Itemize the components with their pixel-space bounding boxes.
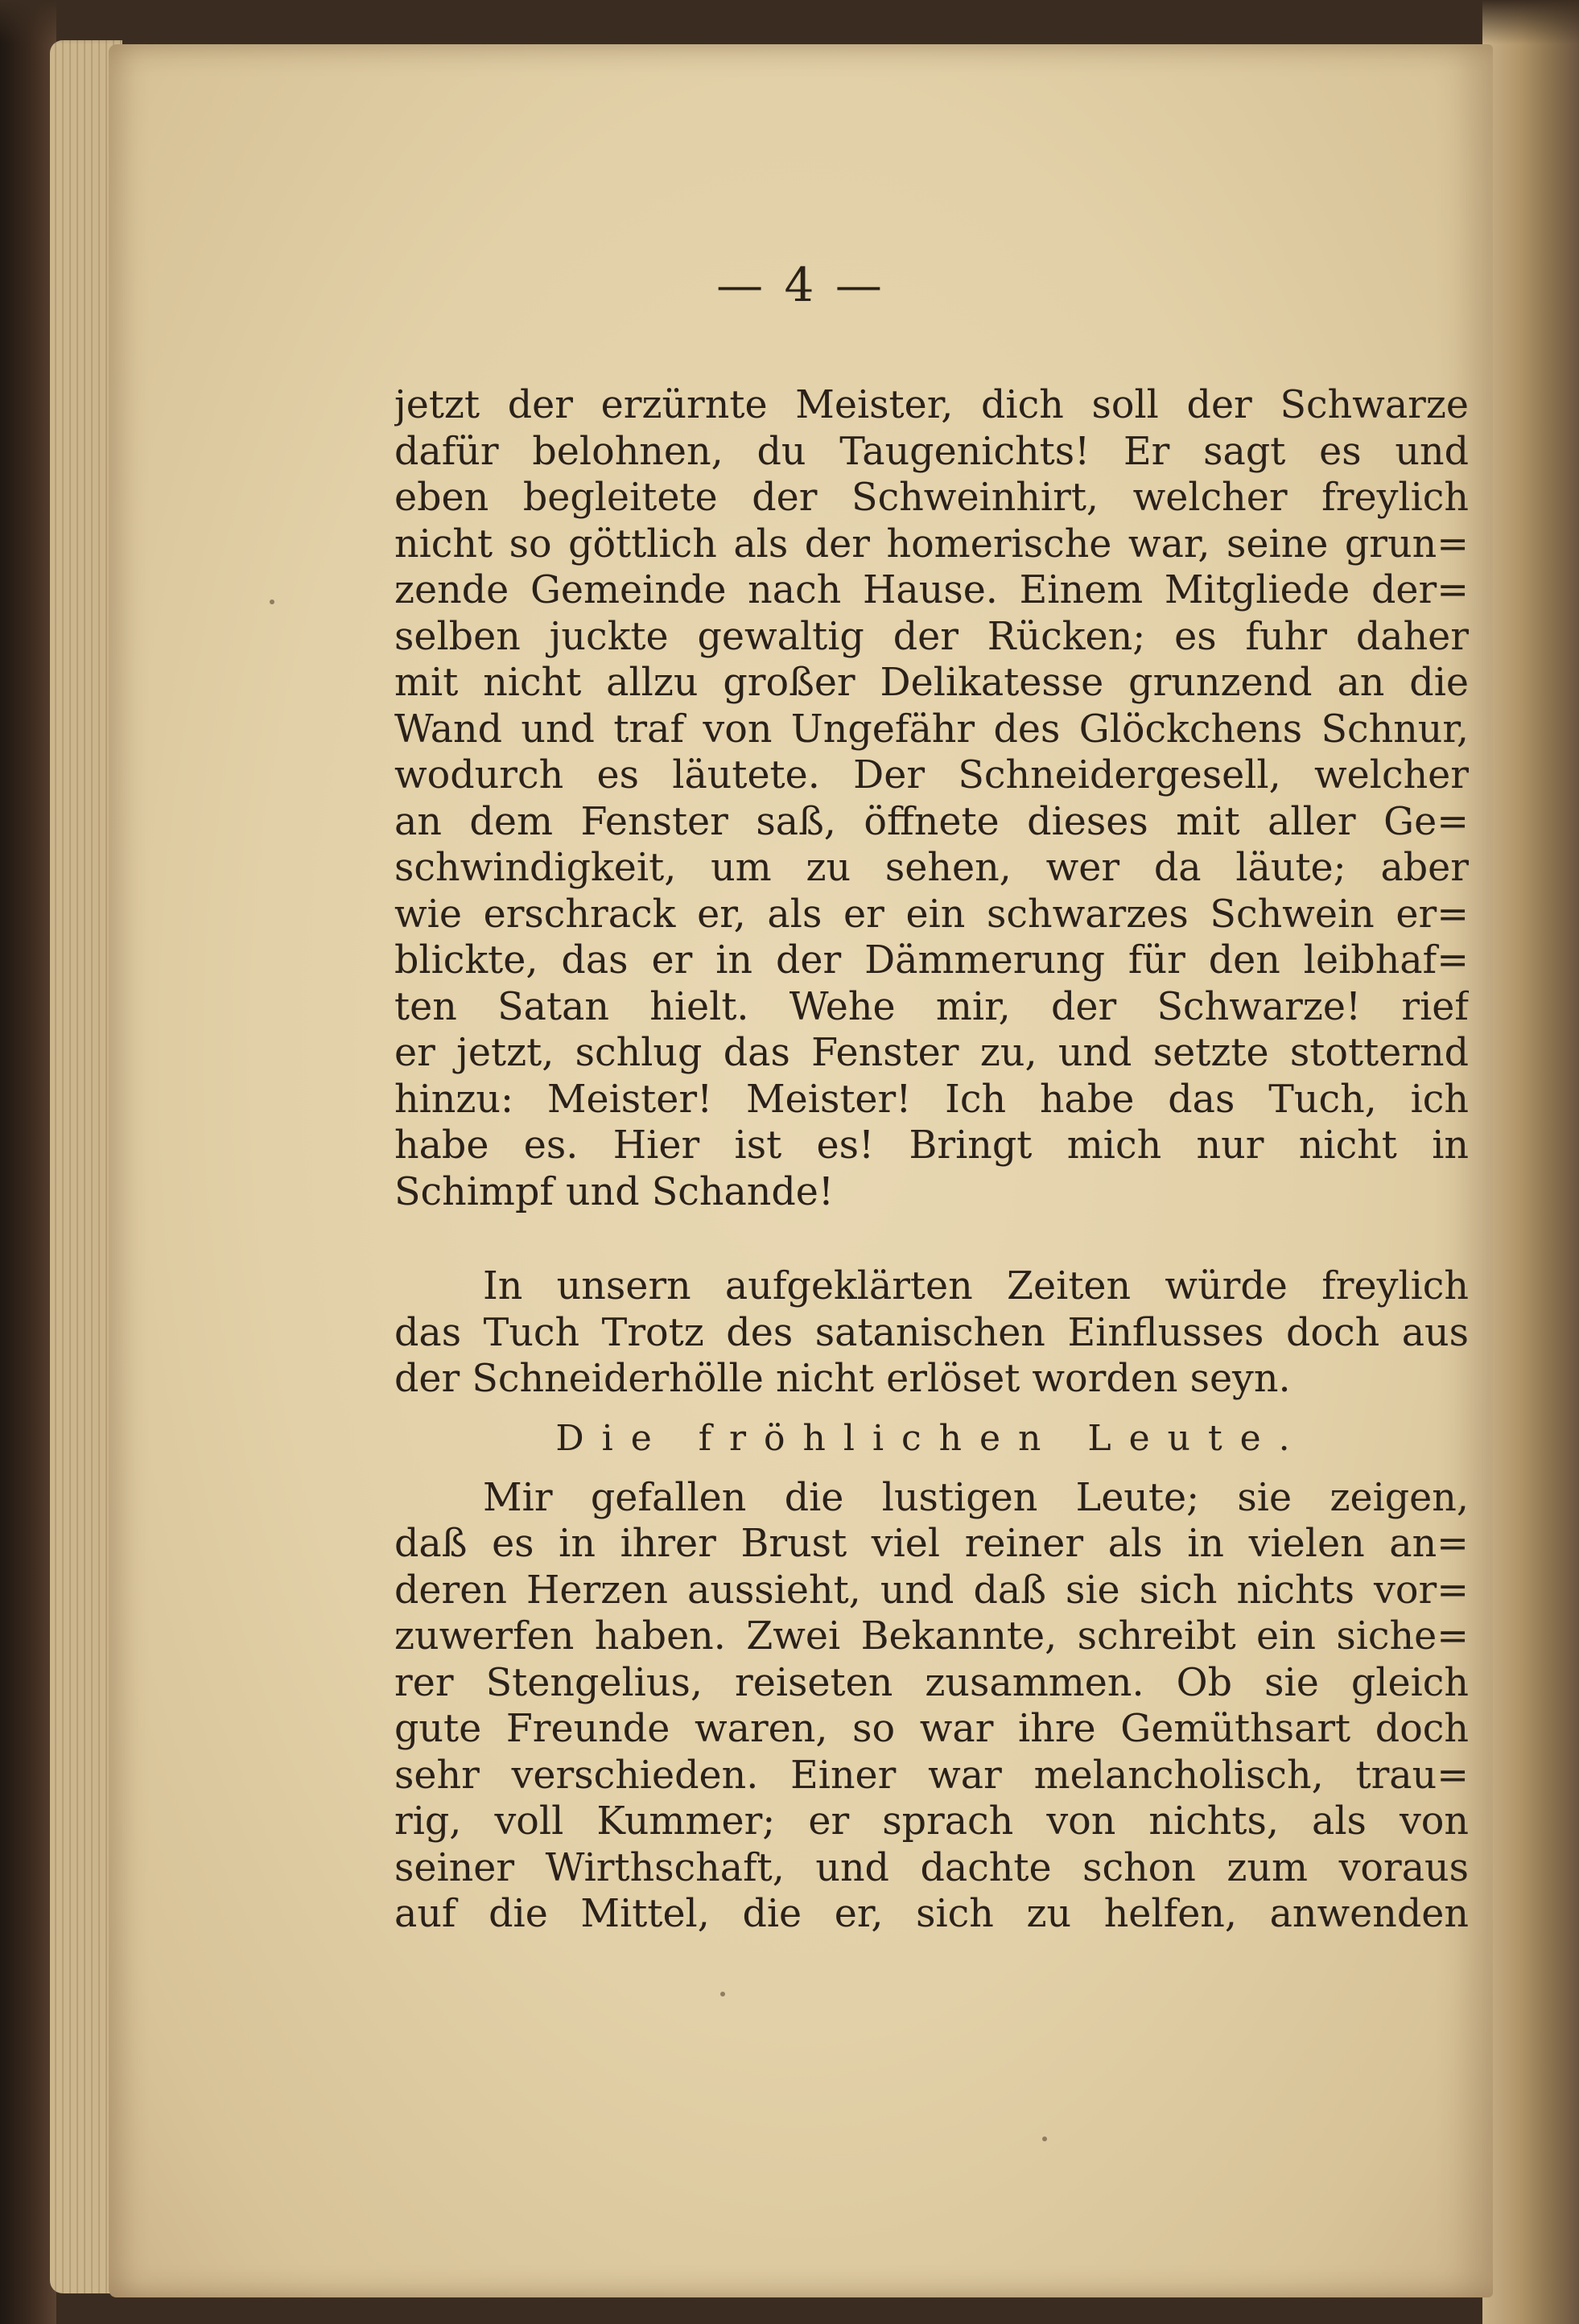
paper-speck — [270, 600, 274, 604]
paper-speck — [720, 1992, 725, 1996]
text-line: gute Freunde waren, so war ihre Gemüthsart doch — [394, 1707, 1469, 1751]
text-line: rig, voll Kummer; er sprach von nichts, als von — [394, 1799, 1469, 1844]
text-line: wodurch es läutete. Der Schneidergesell, welcher — [394, 753, 1469, 797]
text-line: mit nicht allzu großer Delikatesse grunzend an die — [394, 661, 1469, 705]
text-line: daß es in ihrer Brust viel reiner als in vielen an= — [394, 1522, 1469, 1566]
text-line: nicht so göttlich als der homerische war, seine grun= — [394, 521, 1469, 567]
text-line: an dem Fenster saß, öffnete dieses mit aller Ge= — [394, 799, 1469, 844]
text-line: der Schneiderhölle nicht erlöset worden seyn. — [394, 1357, 1291, 1401]
top-shadow — [0, 0, 1579, 44]
text-line: selben juckte gewaltig der Rücken; es fuhr daher — [394, 614, 1469, 659]
page-number: — 4 — — [716, 258, 885, 312]
text-line: hinzu: Meister! Meister! Ich habe das Tuch, ich — [394, 1077, 1469, 1122]
gutter-edge — [1482, 0, 1579, 2324]
text-line: auf die Mittel, die er, sich zu helfen, anwenden — [394, 1892, 1469, 1936]
text-line: Schimpf und Schande! — [394, 1169, 834, 1214]
text-line: wie erschrack er, als er ein schwarzes Schwein er= — [394, 892, 1469, 937]
text-line: das Tuch Trotz des satanischen Einflusses doch aus — [394, 1310, 1469, 1355]
body-text — [394, 382, 1469, 1938]
text-line: sehr verschieden. Einer war melancholisch, trau= — [394, 1753, 1469, 1798]
paragraph-gap — [394, 1215, 1469, 1263]
text-line: habe es. Hier ist es! Bringt mich nur nicht in — [394, 1123, 1469, 1168]
text-line: seiner Wirthschaft, und dachte schon zum voraus — [394, 1845, 1469, 1890]
text-line: ten Satan hielt. Wehe mir, der Schwarze! rief — [394, 984, 1469, 1029]
text-line: zuwerfen haben. Zwei Bekannte, schreibt ein siche= — [394, 1614, 1469, 1659]
text-line: Mir gefallen die lustigen Leute; sie zeigen, — [483, 1475, 1469, 1520]
text-line: Wand und traf von Ungefähr des Glöckchens Schnur, — [394, 707, 1469, 752]
paper-speck — [1042, 2137, 1047, 2141]
text-line: In unsern aufgeklärten Zeiten würde freylich — [483, 1264, 1469, 1308]
text-line: deren Herzen aussieht, und daß sie sich nichts vor= — [394, 1568, 1469, 1613]
text-line: eben begleitete der Schweinhirt, welcher freylich — [394, 476, 1469, 520]
book-cover-edge — [0, 0, 56, 2324]
text-line: rer Stengelius, reiseten zusammen. Ob sie gleich — [394, 1660, 1469, 1705]
text-line: blickte, das er in der Dämmerung für den leibhaf= — [394, 938, 1469, 983]
book-page — [109, 44, 1493, 2297]
text-line: zende Gemeinde nach Hause. Einem Mitgliede der= — [394, 568, 1469, 612]
text-line: schwindigkeit, um zu sehen, wer da läute; aber — [394, 846, 1469, 890]
text-line: jetzt der erzürnte Meister, dich soll der Schwarze — [394, 383, 1469, 427]
section-title: Die fröhlichen Leute. — [555, 1417, 1308, 1459]
text-line: er jetzt, schlug das Fenster zu, und setzte stotternd — [394, 1031, 1469, 1075]
text-line: dafür belohnen, du Taugenichts! Er sagt es und — [394, 429, 1469, 474]
